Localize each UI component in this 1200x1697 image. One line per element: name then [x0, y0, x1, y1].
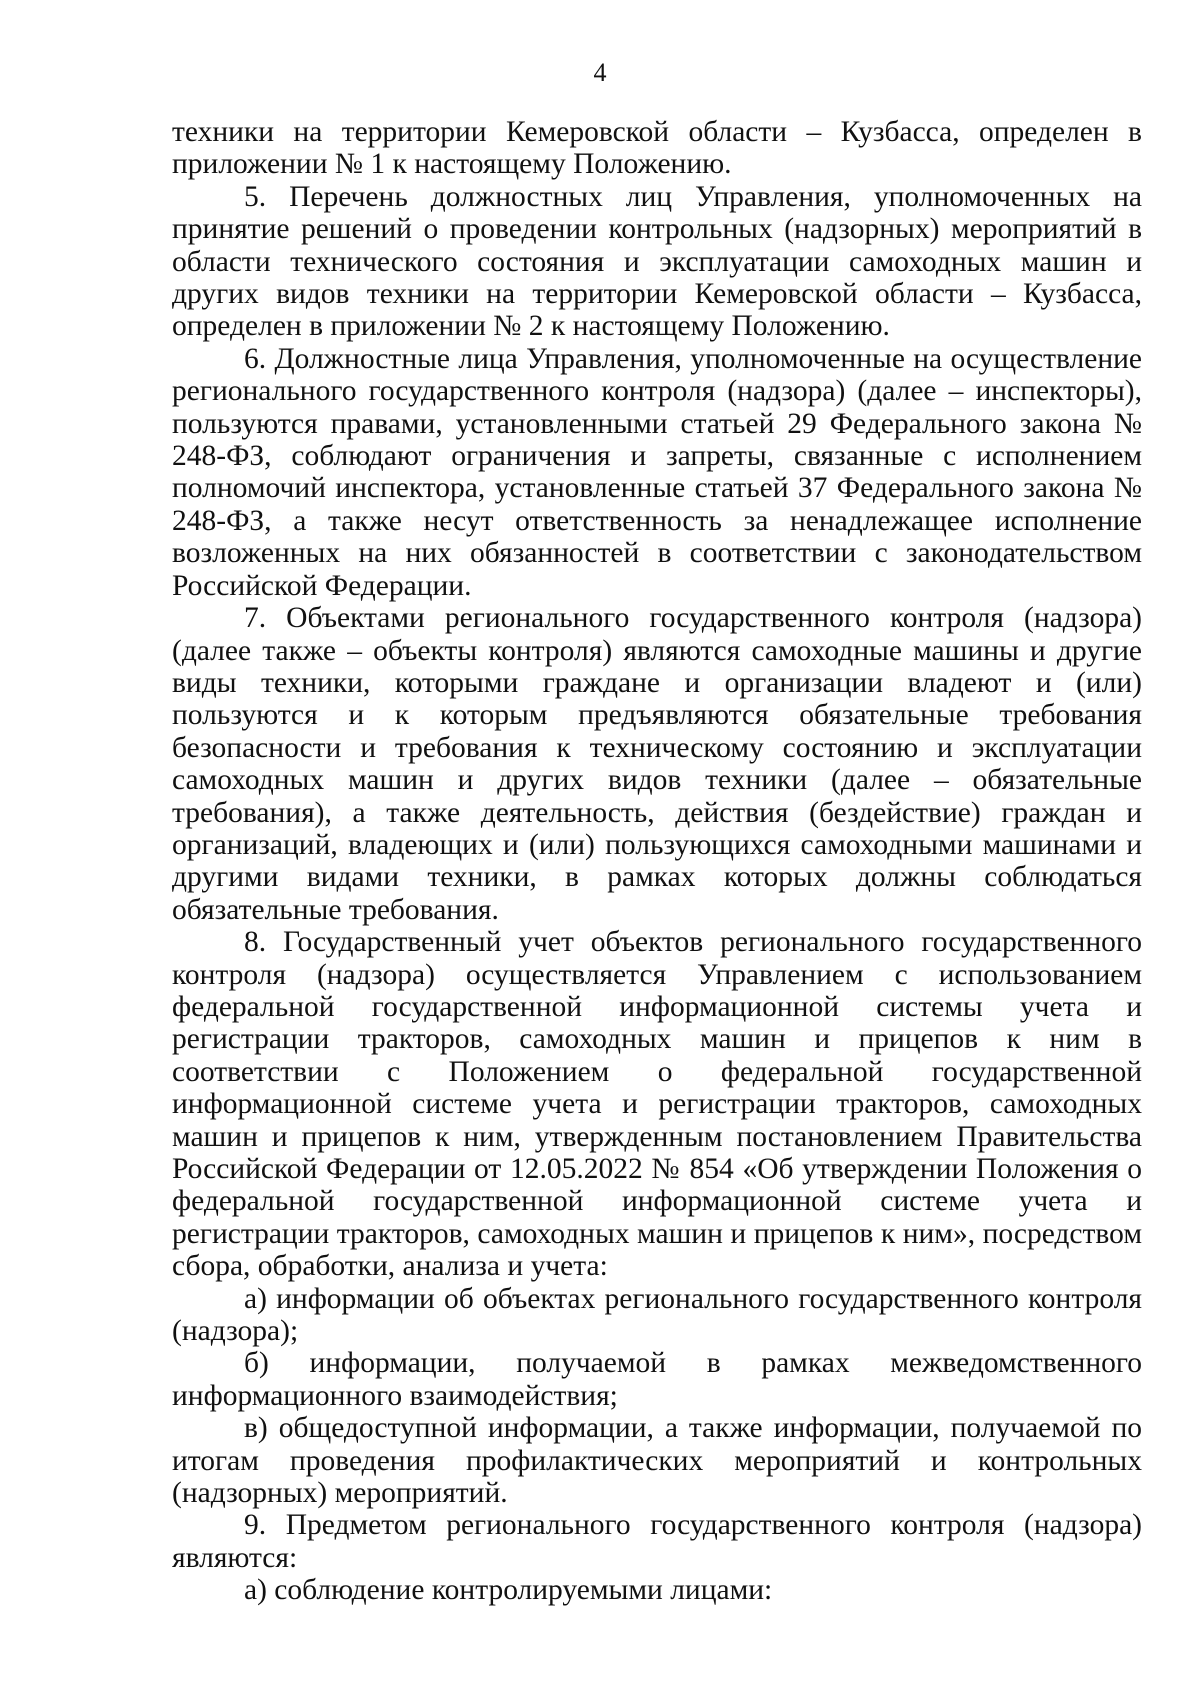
page-number: 4 — [593, 58, 607, 87]
document-body — [172, 116, 1142, 1607]
paragraph-item-5: 5. Перечень должностных лиц Управления, уполномоченных на принятие решений о проведении контрольных (надзорных) мероприятий в области технического состояния и эксплуатации самоходных машин и других видов техники на территории Кемеровской области – Кузбасса, определен в приложении № 2 к настоящему Положению. — [172, 180, 1142, 343]
paragraph-item-8: 8. Государственный учет объектов регионального государственного контроля (надзора) осуществляется Управлением с использованием федеральной государственной информационной системы учета и регистрации тракторов, самоходных машин и прицепов к ним в соответствии с Положением о федеральной государственной информационной системе учета и регистрации тракторов, самоходных машин и прицепов к ним, утвержденным постановлением Правительства Российской Федерации от 12.05.2022 № 854 «Об утверждении Положения о федеральной государственной информационной системе учета и регистрации тракторов, самоходных машин и прицепов к ним», посредством сбора, обработки, анализа и учета: — [172, 926, 1142, 1283]
paragraph-item-8a: а) информации об объектах регионального государственного контроля (надзора); — [172, 1282, 1142, 1348]
paragraph-item-8v: в) общедоступной информации, а также информации, получаемой по итогам проведения профилактических мероприятий и контрольных (надзорных) мероприятий. — [172, 1412, 1142, 1510]
paragraph-item-9a: а) соблюдение контролируемыми лицами: — [244, 1574, 773, 1607]
paragraph-item-6: 6. Должностные лица Управления, уполномоченные на осуществление регионального государственного контроля (надзора) (далее – инспекторы), пользуются правами, установленными статьей 29 Федерального закона № 248-ФЗ, соблюдают ограничения и запреты, связанные с исполнением полномочий инспектора, установленные статьей 37 Федерального закона № 248-ФЗ, а также несут ответственность за ненадлежащее исполнение возложенных на них обязанностей в соответствии с законодательством Российской Федерации. — [172, 342, 1142, 602]
paragraph-continuation: техники на территории Кемеровской области – Кузбасса, определен в приложении № 1 к настоящему Положению. — [172, 116, 1142, 181]
paragraph-item-8b: б) информации, получаемой в рамках межведомственного информационного взаимодействия; — [172, 1347, 1142, 1412]
paragraph-item-9: 9. Предметом регионального государственного контроля (надзора) являются: — [172, 1509, 1142, 1574]
paragraph-item-7: 7. Объектами регионального государственного контроля (надзора) (далее также – объекты контроля) являются самоходные машины и другие виды техники, которыми граждане и организации владеют и (или) пользуются и к которым предъявляются обязательные требования безопасности и требования к техническому состоянию и эксплуатации самоходных машин и других видов техники (далее – обязательные требования), а также деятельность, действия (бездействие) граждан и организаций, владеющих и (или) пользующихся самоходными машинами и другими видами техники, в рамках которых должны соблюдаться обязательные требования. — [172, 602, 1142, 926]
